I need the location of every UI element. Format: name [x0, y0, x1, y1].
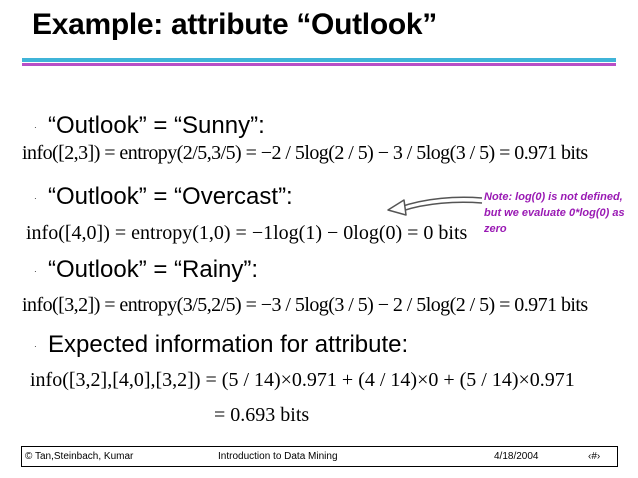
footer-authors: © Tan,Steinbach, Kumar	[25, 451, 134, 462]
slide-title: Example: attribute “Outlook”	[32, 8, 437, 41]
equation-overcast: info([4,0]) = entropy(1,0) = −1log(1) − 0log(0) = 0 bits	[26, 222, 468, 244]
equation-expected-result: = 0.693 bits	[214, 404, 310, 426]
equation-sunny: info([2,3]) = entropy(2/5,3/5) = −2 / 5log(2 / 5) − 3 / 5log(3 / 5) = 0.971 bits	[22, 142, 588, 164]
footer-date: 4/18/2004	[494, 451, 539, 462]
bullet-sunny: “Outlook” = “Sunny”:	[48, 112, 265, 139]
footer-course: Introduction to Data Mining	[218, 451, 338, 462]
title-underline-bottom	[22, 63, 616, 66]
bullet-rainy: “Outlook” = “Rainy”:	[48, 256, 259, 283]
bullet-dot: ·	[34, 342, 37, 351]
bullet-dot: ·	[34, 194, 37, 203]
equation-rainy: info([3,2]) = entropy(3/5,2/5) = −3 / 5log(3 / 5) − 2 / 5log(2 / 5) = 0.971 bits	[22, 294, 588, 316]
note-callout: Note: log(0) is not defined, but we evaluate 0*log(0) as zero	[484, 191, 625, 235]
bullet-overcast: “Outlook” = “Overcast”:	[48, 183, 293, 210]
bullet-expected: Expected information for attribute:	[48, 331, 409, 358]
equation-expected: info([3,2],[4,0],[3,2]) = (5 / 14)×0.971 + (4 / 14)×0 + (5 / 14)×0.971	[30, 369, 575, 391]
bullet-dot: ·	[34, 123, 37, 132]
slide-footer	[21, 446, 618, 467]
title-underline-top	[22, 58, 616, 62]
bullet-dot: ·	[34, 267, 37, 276]
footer-page-number: ‹#›	[588, 451, 601, 462]
curved-arrow-icon	[386, 194, 486, 216]
